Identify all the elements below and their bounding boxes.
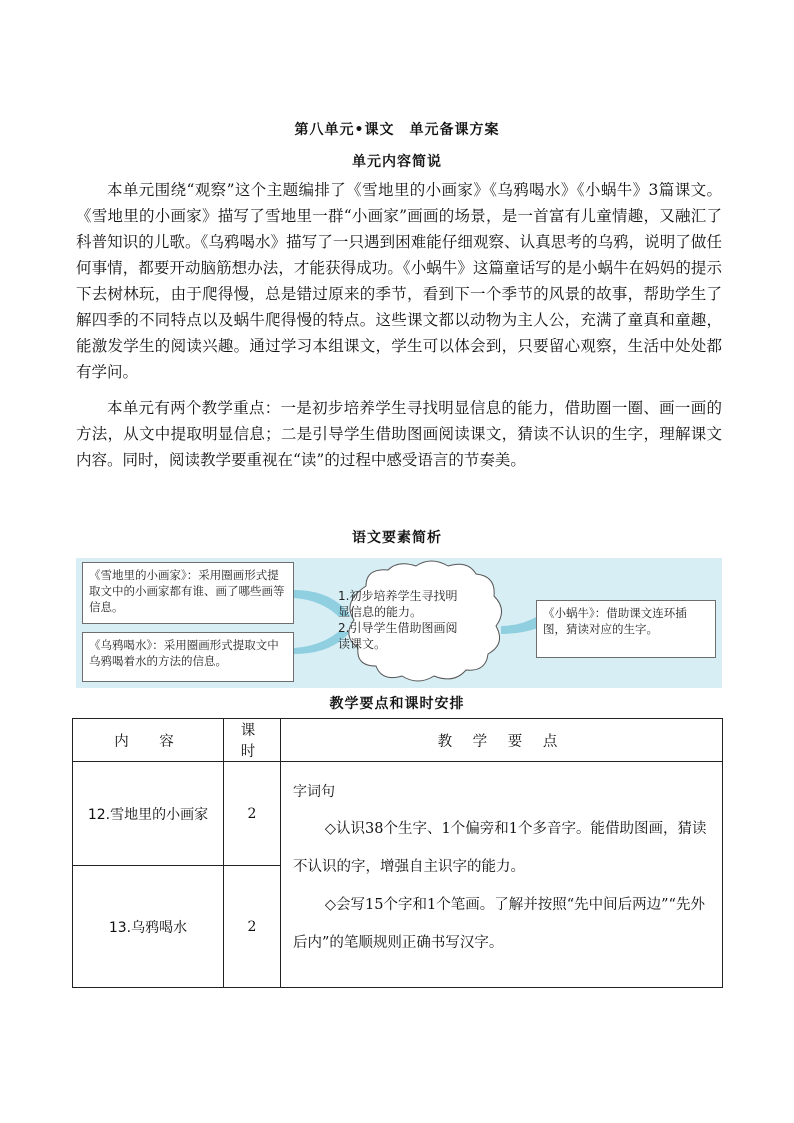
language-elements-diagram	[76, 558, 722, 688]
unit-overview-text	[76, 177, 722, 473]
diagram-box-little-snail: 《小蜗牛》：借助课文连环插图，猜读对应的生字。	[536, 600, 716, 658]
teaching-point: ◇会写15个字和1个笔画。了解并按照“先中间后两边”“先外后内”的笔顺规则正确书写汉字。	[293, 897, 705, 951]
diagram-cloud-text	[338, 588, 468, 652]
header-hours: 课 时	[224, 719, 281, 762]
header-content: 内 容	[73, 719, 224, 762]
section-heading-teaching-plan: 教学要点和课时安排	[329, 696, 465, 712]
section-heading-language-elements: 语文要素简析	[352, 530, 442, 546]
diagram-box-snow-painters: 《雪地里的小画家》：采用圈画形式提取文中的小画家都有谁、画了哪些画等信息。	[82, 562, 294, 624]
diagram-box-crow-drinks: 《乌鸦喝水》：采用圈画形式提取文中乌鸦喝着水的方法的信息。	[82, 632, 294, 682]
paragraph-1: 本单元围绕“观察”这个主题编排了《雪地里的小画家》《乌鸦喝水》《小蜗牛》3篇课文。《雪地里的小画家》描写了雪地里一群“小画家”画画的场景，是一首富有儿童情趣，又融汇了科普知识的儿歌。《乌鸦喝水》描写了一只遇到困难能仔细观察、认真思考的乌鸦，说明了做任何事情，都要开动脑筋想办法，才能获得成功。《小蜗牛》这篇童话写的是小蜗牛在妈妈的提示下去树林玩，由于爬得慢，总是错过原来的季节，看到下一个季节的风景的故事，帮助学生了解四季的不同特点以及蜗牛爬得慢的特点。这些课文都以动物为主人公，充满了童真和童趣，能激发学生的阅读兴趣。通过学习本组课文，学生可以体会到，只要留心观察，生活中处处都有学问。	[76, 181, 722, 381]
cloud-line-1: 1.初步培养学生寻找明显信息的能力。	[338, 589, 458, 619]
table-header-row	[73, 719, 723, 762]
lesson-name: 12.雪地里的小画家	[73, 762, 224, 866]
cloud-line-2: 2.引导学生借助图画阅读课文。	[338, 621, 458, 651]
teaching-point: ◇认识38个生字、1个偏旁和1个多音字。能借助图画，猜读不认识的字，增强自主识字的能力。	[293, 821, 707, 875]
paragraph-2: 本单元有两个教学重点：一是初步培养学生寻找明显信息的能力，借助圈一圈、画一画的方法，从文中提取明显信息；二是引导学生借助图画阅读课文，猜读不认识的生字，理解课文内容。同时，阅读教学要重视在“读”的过程中感受语言的节奏美。	[76, 399, 722, 469]
lesson-hours: 2	[224, 866, 281, 988]
points-subtitle: 字词句	[293, 784, 335, 800]
section-heading-unit-overview: 单元内容简说	[352, 154, 442, 170]
connector-right	[501, 616, 538, 634]
header-teaching-points: 教 学 要 点	[281, 719, 723, 762]
teaching-plan-table	[72, 718, 723, 988]
table-row	[73, 762, 723, 866]
document-title: 第八单元•课文 单元备课方案	[294, 122, 500, 138]
lesson-hours: 2	[224, 762, 281, 866]
teaching-points-cell	[281, 762, 723, 988]
lesson-name: 13.乌鸦喝水	[73, 866, 224, 988]
